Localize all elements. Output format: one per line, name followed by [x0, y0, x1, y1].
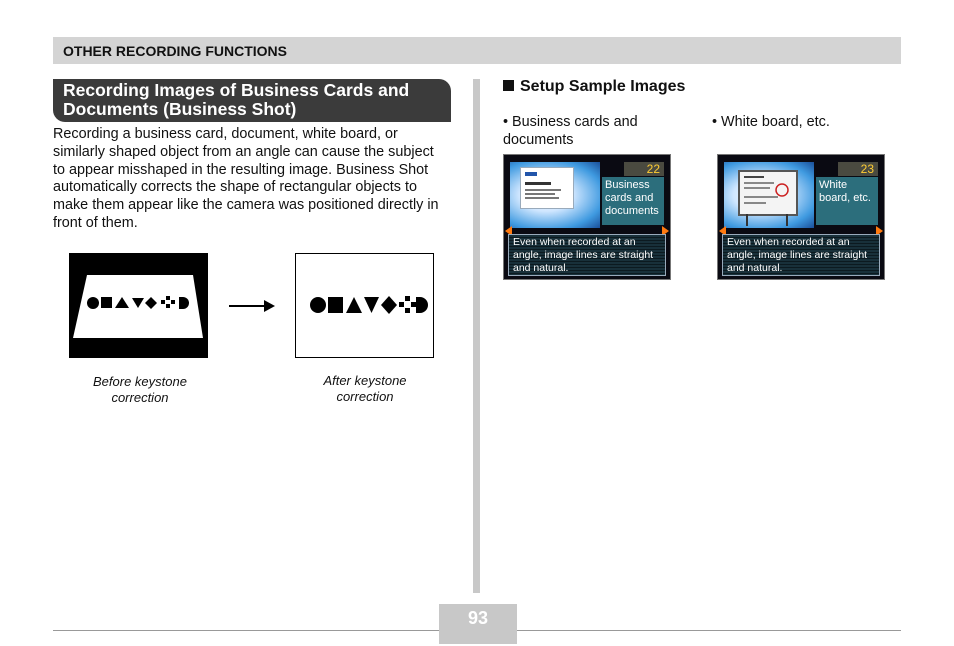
sample-label: Business cards and documents	[602, 177, 664, 225]
page-number: 93	[467, 608, 489, 628]
sample-photo-white-board	[724, 162, 814, 228]
business-card-graphic	[520, 167, 574, 209]
before-caption-line-2: correction	[111, 390, 169, 405]
sample-number: 23	[838, 162, 878, 176]
sample-label: White board, etc.	[816, 177, 878, 225]
setup-heading	[503, 78, 685, 96]
after-caption-line-1: After keystone	[323, 373, 407, 388]
before-caption-line-1: Before keystone	[93, 374, 187, 389]
before-keystone-image	[69, 253, 208, 358]
sample-number: 22	[624, 162, 664, 176]
board-leg	[786, 214, 788, 226]
sample-bullet-white-board: • White board, etc.	[712, 114, 830, 130]
sample-photo-business-card	[510, 162, 600, 228]
arrow-right-icon	[228, 296, 276, 321]
corrected-document-graphic	[296, 254, 433, 357]
after-caption	[285, 373, 445, 405]
sample-description: Even when recorded at an angle, image lines are straight and natural.	[508, 234, 666, 276]
before-caption	[60, 374, 220, 406]
after-keystone-image	[295, 253, 434, 358]
lcd-sample-business-cards	[503, 154, 671, 280]
square-bullet-icon	[503, 80, 514, 91]
after-caption-line-2: correction	[336, 389, 394, 404]
page-number-box	[439, 604, 517, 644]
white-board-graphic	[738, 170, 798, 216]
sample-bullet-business-cards: • Business cards and documents	[503, 114, 638, 148]
setup-heading-text: Setup Sample Images	[520, 78, 686, 95]
sample-description: Even when recorded at an angle, image lines are straight and natural.	[722, 234, 880, 276]
section-header	[53, 37, 901, 64]
body-paragraph: Recording a business card, document, white board, or similarly shaped object from an angle can cause the subject to appear misshaped in the resulting image. Business Shot automatically corrects the shape of rectangular objects to make them appear like the camera was positioned directly in front of them.	[53, 126, 439, 231]
page-title-box	[53, 79, 451, 122]
page-title: Recording Images of Business Cards and Documents (Business Shot)	[63, 80, 410, 119]
section-title: OTHER RECORDING FUNCTIONS	[63, 43, 287, 59]
lcd-sample-white-board	[717, 154, 885, 280]
skewed-document-graphic	[69, 253, 208, 358]
column-divider	[473, 79, 480, 593]
board-leg	[746, 214, 748, 226]
